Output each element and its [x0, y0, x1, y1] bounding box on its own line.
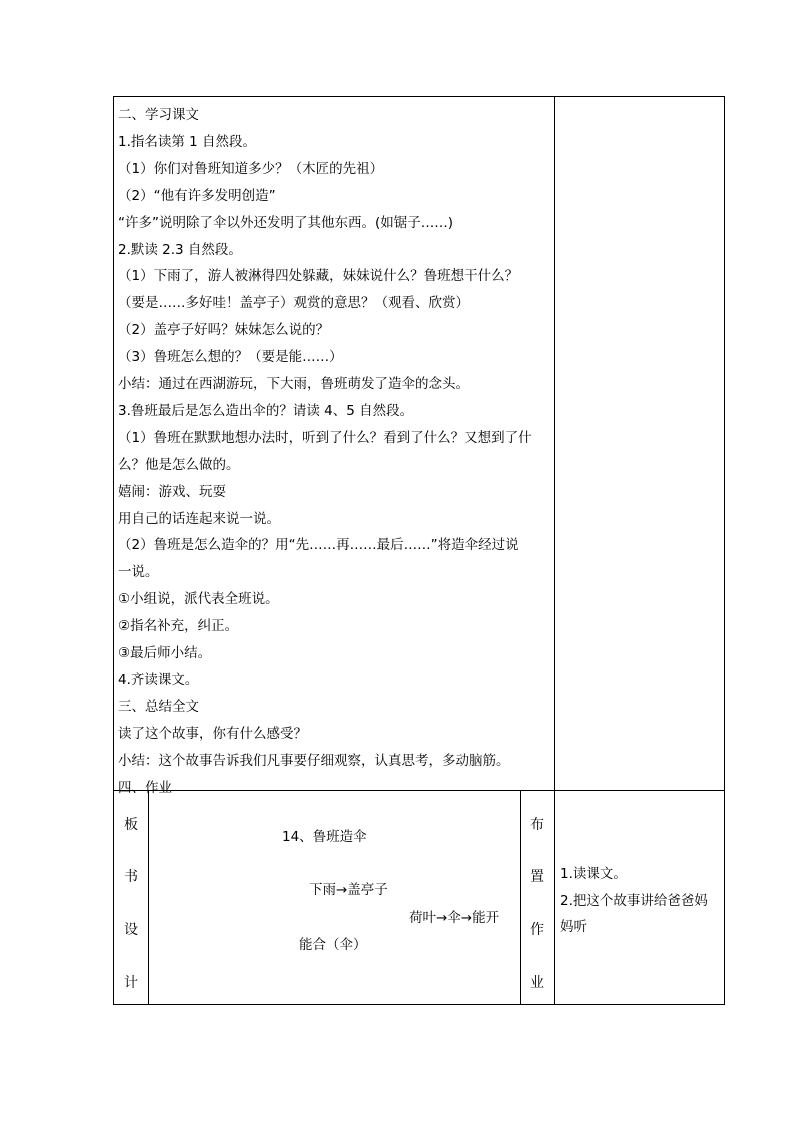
homework-item-2: 2.把这个故事讲给爸爸妈	[560, 893, 708, 909]
board-label-char: 书	[124, 869, 138, 885]
board-title: 14、鲁班造伞	[282, 829, 367, 845]
lesson-line: “许多”说明除了伞以外还发明了其他东西。(如锯子……)	[118, 214, 454, 231]
lesson-line: 3.鲁班最后是怎么造出伞的？请读 4、5 自然段。	[118, 402, 414, 419]
lesson-line: （3）鲁班怎么想的？（要是能……）	[118, 349, 343, 366]
homework-label-char: 作	[530, 922, 544, 938]
lesson-line: 一说。	[118, 564, 159, 581]
lesson-line: （1）鲁班在默默地想办法时，听到了什么？看到了什么？又想到了什	[118, 429, 532, 446]
lesson-line: 四、作业	[118, 779, 172, 796]
board-line-1: 下雨→盖亭子	[309, 882, 388, 898]
lesson-line: 2.默读 2.3 自然段。	[118, 241, 242, 258]
lesson-line: 读了这个故事，你有什么感受？	[118, 725, 307, 742]
board-label-char: 板	[124, 817, 138, 833]
lesson-line: ③最后师小结。	[118, 645, 212, 661]
lesson-line: 三、总结全文	[118, 698, 199, 715]
lesson-line: 4.齐读课文。	[118, 671, 199, 688]
lesson-line: 小结：这个故事告诉我们凡事要仔细观察，认真思考，多动脑筋。	[118, 752, 510, 769]
homework-item-1: 1.读课文。	[560, 866, 627, 882]
lesson-line: （2）盖亭子好吗？妹妹怎么说的？	[118, 322, 330, 339]
row-divider	[113, 790, 725, 791]
lesson-line: ②指名补充，纠正。	[118, 618, 239, 635]
lesson-line: ①小组说，派代表全班说。	[118, 591, 279, 608]
homework-label-divider	[520, 790, 521, 1005]
homework-label-char: 布	[530, 817, 544, 833]
board-line-3: 能合（伞）	[299, 937, 367, 953]
lesson-line: （2）“他有许多发明创造”	[118, 187, 276, 204]
lesson-line: （1）下雨了，游人被淋得四处躲藏，妹妹说什么？鲁班想干什么？	[118, 268, 519, 285]
lesson-line: 么？他是怎么做的。	[118, 456, 240, 473]
lesson-line: （1）你们对鲁班知道多少？（木匠的先祖）	[118, 160, 384, 177]
board-label-char: 设	[124, 922, 138, 938]
homework-label-char: 业	[530, 975, 544, 991]
homework-label-char: 置	[530, 869, 544, 885]
board-label-char: 计	[124, 975, 138, 991]
lesson-line: （要是……多好哇！盖亭子）观赏的意思？（观看、欣赏）	[118, 295, 469, 312]
lesson-line: （2）鲁班是怎么造伞的？用“先……再……最后……”将造伞经过说	[118, 537, 519, 554]
lesson-line: 二、学习课文	[118, 107, 199, 123]
lesson-line: 小结：通过在西湖游玩，下大雨，鲁班萌发了造伞的念头。	[118, 376, 469, 392]
board-line-2: 荷叶→伞→能开	[409, 910, 500, 926]
lesson-line: 1.指名读第 1 自然段。	[118, 133, 257, 150]
lesson-line: 嬉闹：游戏、玩耍	[118, 483, 226, 500]
right-column-divider	[554, 96, 555, 1005]
board-label-divider	[148, 790, 149, 1005]
homework-item-2-cont: 妈听	[560, 919, 587, 935]
lesson-line: 用自己的话连起来说一说。	[118, 510, 280, 527]
